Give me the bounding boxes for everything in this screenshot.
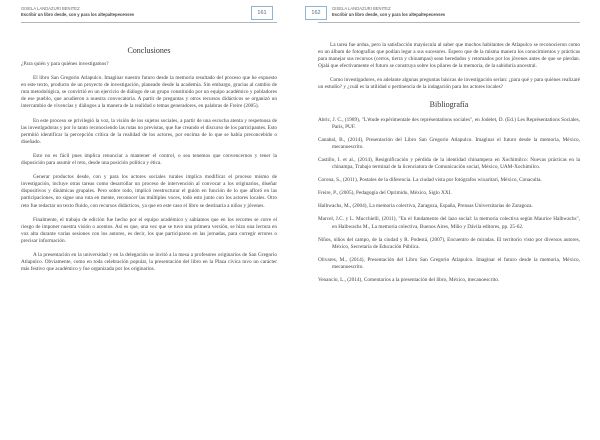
bibliography-entry: Halbwachs, M., (2004), La memoria colectiva, Zaragoza, España, Prensas Universitarias de Zaragoza. xyxy=(318,203,533,210)
header-author: GISELA LANDAZURI BENITEZ xyxy=(21,6,80,11)
header-author: GISELA LANDAZURI BENITEZ xyxy=(332,6,391,11)
right-text-column xyxy=(318,42,580,290)
paragraph: En este proceso se privilegió la voz, la visión de los sujetos sociales, a partir de una escucha atenta y respetuosa de las investigadoras y por lo tanto reconociendo las rutas no previstas, que fue creando el discurso de los participantes. Esto permitió identificar la percepción crítica de la realidad de los actores, por encima de lo que se había preconcebido o diseñado. xyxy=(21,117,277,145)
bibliography-entry: Castillo, I. et al., (2014), Resignificación y pérdida de la identidad chinampera en Xochimilco: Nuevas prácticas en la chinampa, Trabajo terminal de la licenciatura de Comunicación social, México, UAM-Xochimilco. xyxy=(318,156,580,171)
left-text-column xyxy=(21,45,277,280)
bibliography-entry: Freire, P., (2005), Pedagogía del Oprimido, México, Siglo XXI. xyxy=(318,190,452,197)
bibliography-entry: Marcel, J.C. y L. Mucchielli, (2011), "En el fundamento del lazo social: la memoria colectiva según Maurice Halbwachs", en Halbwachs M., La memoria colectiva, Buenos Aires, Miño y Dávila editores, pp. 25-62. xyxy=(318,216,580,230)
page-number: 161 xyxy=(251,6,273,20)
paragraph: Finalmente, el trabajo de edición fue hecho por el equipo académico y sabíamos que en los recortes se corre el riesgo de imponer nuestra visión o acentos. Así es que, una vez que se tuvo una primera versión, se hizo una lectura en voz alta durante varias sesiones con los autores, es decir, los que participaron en las jornadas, para corregir errores o precisar información. xyxy=(21,216,277,244)
running-header xyxy=(332,6,445,32)
paragraph: La tarea fue ardua, pero la satisfacción mayúscula al saber que muchos habitantes de Atlapulco se reconocieron como en un álbum de fotografías que podían legar a sus sucesores. Espero que de la misma manera los conocimientos y prácticas para manejar sus recursos (cerros, tierra y chinampas) sean heredados y retomados por los jóvenes antes de que se pierdan. Ojalá que efectivamente el futuro se construya sobre los pilares de la memoria, de la sabiduría ancestral. xyxy=(318,42,580,70)
running-header xyxy=(21,6,134,32)
paragraph: ¿Para quién y para quiénes investigamos? xyxy=(21,61,109,67)
bibliography-entry: Niños, niños del campo, de la ciudad y R. Podestá, (2007), Encuentro de miradas. El territorio visto por diversos autores, México, Secretaría de Educación Pública. xyxy=(318,236,580,250)
header-divider xyxy=(318,22,580,23)
header-divider xyxy=(21,22,277,23)
paragraph: Generar productos desde, con y para los actores sociales rurales implica modificar el proceso mismo de investigación, incluye otras tareas como desarrollar un proceso de intervención al convocar a los originarios, diseñar dispositivos y dinámicas grupales. Pero sobre todo, implicó reestructurar el guión en función de lo que afloró en las participaciones, no sigue una ruta en mente, reconocer las múltiples voces, todo esto junto con los actores locales. Otro reto fue redactar un texto fluido, con recursos didácticos, ya que en este caso el libro se destinaría a niños y jóvenes. xyxy=(21,174,277,209)
header-subtitle: Escribir un libro desde, con y para los altepaltepecenses xyxy=(332,12,446,18)
paragraph: Como investigadores, en adelante algunas preguntas básicas de investigación serían: ¿para qué y para quiénes realizaré un estudio? y ¿cuál es la utilidad o pertinencia de la indagación para los actores locales? xyxy=(318,77,580,91)
paragraph: A la presentación en la universidad y en la delegación se invitó a la mesa a profesores originarios de San Gregorio Atlapulco. Obviamente, como en toda celebración popular, la presentación del libro en la Plaza cívica tuvo un carácter más festivo que académico y fue organizada por los originarios. xyxy=(21,251,277,273)
header-subtitle: Escribir un libro desde, con y para los altepaltepecenses xyxy=(21,12,135,18)
bibliography-entry: Canabal, B., (2014), Presentación del Libro San Gregorio Atlapulco. Imaginar el futuro desde la memoria, México, mecanoescrito. xyxy=(318,136,580,150)
bibliography-title: Bibliografía xyxy=(429,99,469,109)
bibliography-entry: Venancio, L., (2014), Comentarios a la presentación del libro, México, mecanoescrito. xyxy=(318,276,500,283)
section-title: Conclusiones xyxy=(127,46,171,55)
bibliography-entry: Abric, J. C., (1989), "L'étude expérimentale des représentations sociales", en Jodelet, D. (Ed.) Les Représentations Sociales, París, PUF. xyxy=(318,116,580,130)
bibliography-entry: Corona, S., (2011), Postales de la diferencia. La ciudad vista por fotógrafos wixaritari, México, Conaculta. xyxy=(318,177,542,184)
page-number: 162 xyxy=(305,6,327,20)
right-page xyxy=(300,0,600,440)
paragraph: Esto no es fácil pues implica renunciar a mantener el control, o sea tenemos que convencernos y tener la disposición para asumir el reto, desde una posición política y ética. xyxy=(21,152,277,167)
paragraph: El libro San Gregorio Atlapulco. Imaginar nuestro futuro desde la memoria resultado del proceso que he expuesto en este texto, producto de un proyecto de investigación, planeado desde la academia. Sin embargo, gracias al cambio de ruta metodológica, se convirtió en un ejercicio de diálogo de un grupo constituido por un equipo académico y pobladores de ese pueblo, que acudieron a nuestra convocatoria. A partir de preguntas y otros recursos didácticos se organizó un intercambio de vivencias y diálogos a la manera de la realidad o temas generadores, en palabras de Freire (2005). xyxy=(21,75,277,110)
bibliography-entry: Olivares, M., (2014), Presentación del Libro San Gregorio Atlapulco. Imaginar el futuro desde la memoria, México, mecanoescrito. xyxy=(318,256,580,270)
